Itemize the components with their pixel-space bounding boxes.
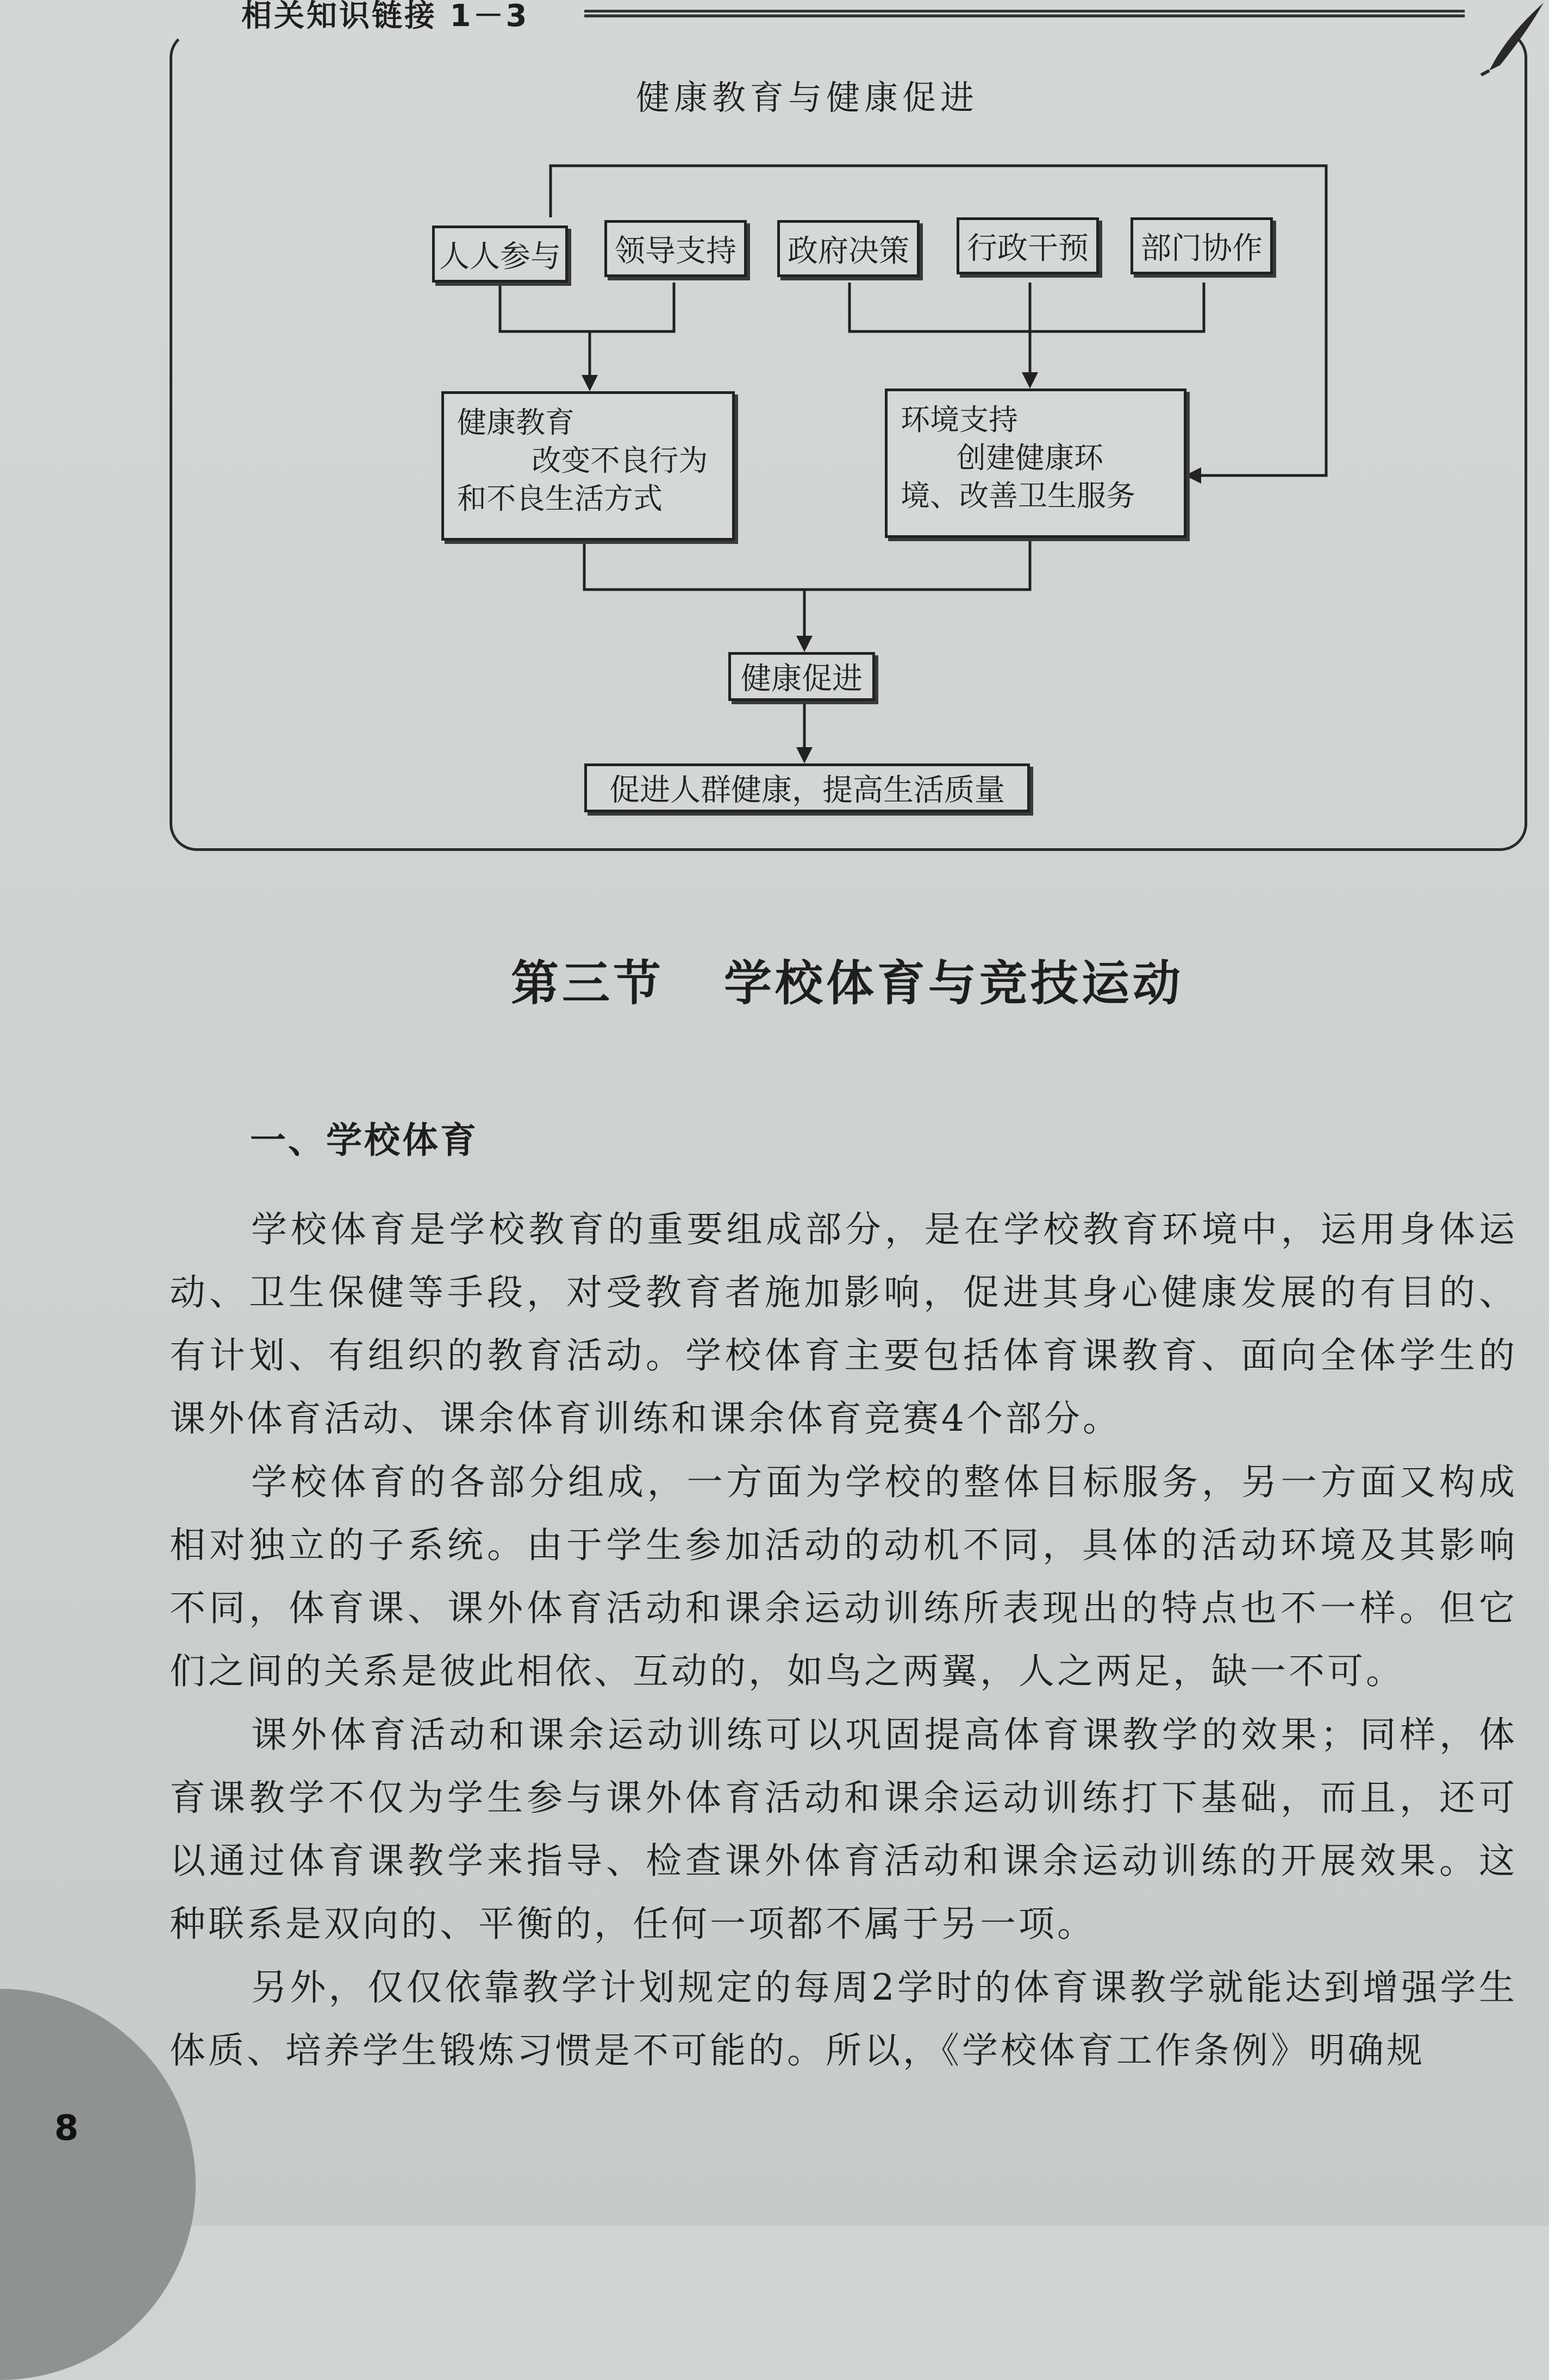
box-health-promotion: 健康促进 — [728, 652, 875, 701]
body-paragraph: 学校体育的各部分组成，一方面为学校的整体目标服务，另一方面又构成相对独立的子系统。由于学生参加活动的动机不同，具体的活动环境及其影响不同，体育课、课外体育活动和课余运动训练所表现出的特点也不一样。但它们之间的关系是彼此相依、互动的，如鸟之两翼，人之两足，缺一不可。 — [170, 1461, 1517, 1692]
health-education-line: 健康教育 — [457, 405, 574, 440]
section-title: 第三节 学校体育与竞技运动 — [511, 955, 1184, 1011]
environmental-support-line: 境、改善卫生服务 — [901, 479, 1135, 513]
health-education-line: 和不良生活方式 — [457, 481, 663, 516]
environmental-support-line: 创建健康环 — [901, 441, 1103, 475]
box-government-decision: 政府决策 — [777, 220, 920, 277]
box-outcome: 促进人群健康，提高生活质量 — [584, 763, 1030, 812]
body-paragraph: 另外，仅仅依靠教学计划规定的每周2学时的体育课教学就能达到增强学生体质、培养学生锻炼习惯是不可能的。所以，《学校体育工作条例》明确规 — [170, 1966, 1517, 2071]
body-paragraph: 学校体育是学校教育的重要组成部分，是在学校教育环境中，运用身体运动、卫生保健等手段，对受教育者施加影响，促进其身心健康发展的有目的、有计划、有组织的教育活动。学校体育主要包括体育课教育、面向全体学生的课外体育活动、课余体育训练和课余体育竞赛4个部分。 — [170, 1208, 1517, 1439]
health-education-line: 改变不良行为 — [457, 443, 708, 478]
environmental-support-line: 环境支持 — [901, 403, 1018, 437]
diagram-title: 健康教育与健康促进 — [636, 78, 979, 117]
body-paragraph: 课外体育活动和课余运动训练可以巩固提高体育课教学的效果；同样，体育课教学不仅为学生参与课外体育活动和课余运动训练打下基础，而且，还可以通过体育课教学来指导、检查课外体育活动和课余运动训练的开展效果。这种联系是双向的、平衡的，任何一项都不属于另一项。 — [170, 1714, 1517, 1945]
subheading: 一、学校体育 — [250, 1119, 478, 1161]
knowledge-link-label: 相关知识链接 1－3 — [228, 0, 542, 33]
box-everyone-participates: 人人参与 — [432, 226, 568, 283]
page-number: 8 — [54, 2108, 79, 2149]
box-environmental-support — [885, 389, 1186, 538]
diagram-connectors — [0, 0, 1549, 869]
box-department-collaboration: 部门协作 — [1130, 217, 1273, 274]
box-health-education — [441, 391, 735, 541]
box-administrative-intervention: 行政干预 — [957, 217, 1099, 274]
box-leadership-support: 领导支持 — [604, 220, 747, 277]
